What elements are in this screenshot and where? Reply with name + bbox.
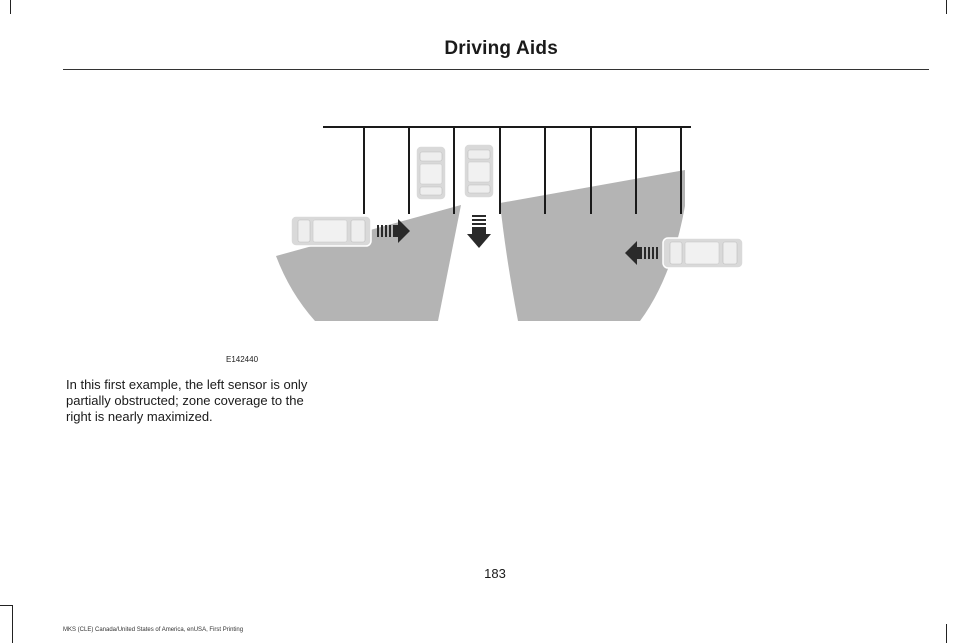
parked-car-left [416,146,446,200]
page-number: 183 [484,566,506,581]
crop-mark-bottom-left-horizontal [0,605,13,606]
parking-sensor-illustration [270,118,750,328]
crossing-car-left [291,216,371,246]
right-sensor-zone [500,170,685,321]
figure-id: E142440 [226,355,259,364]
edition-footer: MKS (CLE) Canada/United States of America, enUSA, First Printing [63,627,244,633]
crossing-car-right [663,238,743,268]
crop-mark-top-left-vertical [10,0,11,14]
own-vehicle [464,144,494,198]
section-title: Driving Aids [444,38,558,59]
reverse-arrow [467,215,491,248]
parking-stall-lines [323,127,691,214]
crop-mark-bottom-right-vertical [946,624,947,643]
header-rule [63,69,929,70]
crop-mark-bottom-left-vertical [12,605,13,643]
body-paragraph: In this first example, the left sensor is only partially obstructed; zone coverage to the right is nearly maximized. [66,377,308,424]
crop-mark-top-right-vertical [946,0,947,14]
